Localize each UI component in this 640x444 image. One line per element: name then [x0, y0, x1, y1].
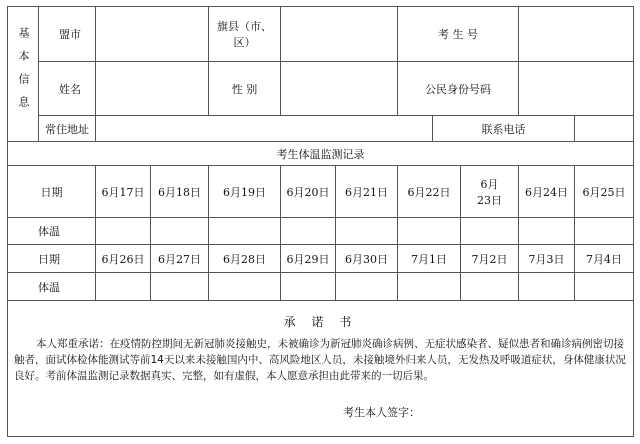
temp-cell[interactable] — [209, 273, 281, 301]
id-no-value[interactable] — [519, 62, 634, 116]
temp-cell[interactable] — [96, 273, 151, 301]
temp-section-title: 考生体温监测记录 — [8, 142, 634, 166]
temp-cell[interactable] — [398, 218, 461, 245]
date-cell: 6月18日 — [151, 166, 209, 218]
temp-label-row1: 体温 — [8, 218, 96, 245]
gender-label: 性 别 — [209, 62, 281, 116]
temp-cell[interactable] — [151, 273, 209, 301]
name-value[interactable] — [96, 62, 209, 116]
date-cell: 6月25日 — [575, 166, 634, 218]
address-label: 常住地址 — [39, 116, 96, 142]
pledge-body: 本人郑重承诺：在疫情防控期间无新冠肺炎接触史，未被确诊为新冠肺炎确诊病例、无症状感染者、疑似患者和确诊病例密切接触者，面试体检体能测试等前14天以来未接触国内中、高风险地区人员，未接触境外归来人员，无发热及呼吸道症状，身体健康状况良好。考前体温监测记录数据真实、完整，如有虚假，本人愿意承担由此带来的一切后果。 — [14, 338, 626, 382]
registration-form — [7, 6, 633, 438]
date-cell: 7月4日 — [575, 245, 634, 273]
temp-cell[interactable] — [575, 218, 634, 245]
signature-label: 考生本人签字： — [343, 406, 420, 419]
temp-cell[interactable] — [336, 218, 398, 245]
league-city-label: 盟市 — [39, 7, 96, 62]
address-value[interactable] — [96, 116, 433, 142]
exam-no-value[interactable] — [519, 7, 634, 62]
temp-cell[interactable] — [575, 273, 634, 301]
temp-cell[interactable] — [461, 273, 519, 301]
date-cell: 6月21日 — [336, 166, 398, 218]
name-label: 姓名 — [39, 62, 96, 116]
temp-cell[interactable] — [281, 218, 336, 245]
temp-cell[interactable] — [96, 218, 151, 245]
date-cell: 6月20日 — [281, 166, 336, 218]
temp-cell[interactable] — [151, 218, 209, 245]
temp-label-row2: 体温 — [8, 273, 96, 301]
phone-label: 联系电话 — [433, 116, 575, 142]
temp-cell[interactable] — [336, 273, 398, 301]
temp-cell[interactable] — [519, 273, 575, 301]
date-cell: 7月2日 — [461, 245, 519, 273]
date-cell: 6月23日 — [461, 166, 519, 218]
info-table — [7, 6, 634, 437]
temp-cell[interactable] — [209, 218, 281, 245]
date-cell: 6月19日 — [209, 166, 281, 218]
phone-value[interactable] — [575, 116, 634, 142]
gender-value[interactable] — [281, 62, 398, 116]
date-cell: 7月3日 — [519, 245, 575, 273]
county-label: 旗县（市、区） — [209, 7, 281, 62]
temp-cell[interactable] — [398, 273, 461, 301]
date-cell: 6月27日 — [151, 245, 209, 273]
date-cell: 6月28日 — [209, 245, 281, 273]
date-cell: 6月26日 — [96, 245, 151, 273]
temp-cell[interactable] — [519, 218, 575, 245]
id-no-label: 公民身份号码 — [398, 62, 519, 116]
date-cell: 6月30日 — [336, 245, 398, 273]
county-value[interactable] — [281, 7, 398, 62]
league-city-value[interactable] — [96, 7, 209, 62]
temp-cell[interactable] — [281, 273, 336, 301]
temp-cell[interactable] — [461, 218, 519, 245]
date-cell: 6月29日 — [281, 245, 336, 273]
date-cell: 6月17日 — [96, 166, 151, 218]
date-cell: 7月1日 — [398, 245, 461, 273]
date-label-row2: 日期 — [8, 245, 96, 273]
exam-no-label: 考 生 号 — [398, 7, 519, 62]
basic-info-side-label: 基本信息 — [8, 7, 39, 142]
pledge-title: 承 诺 书 — [283, 315, 358, 329]
date-label-row1: 日期 — [8, 166, 96, 218]
date-cell: 6月22日 — [398, 166, 461, 218]
pledge-section — [8, 301, 634, 437]
date-cell: 6月24日 — [519, 166, 575, 218]
